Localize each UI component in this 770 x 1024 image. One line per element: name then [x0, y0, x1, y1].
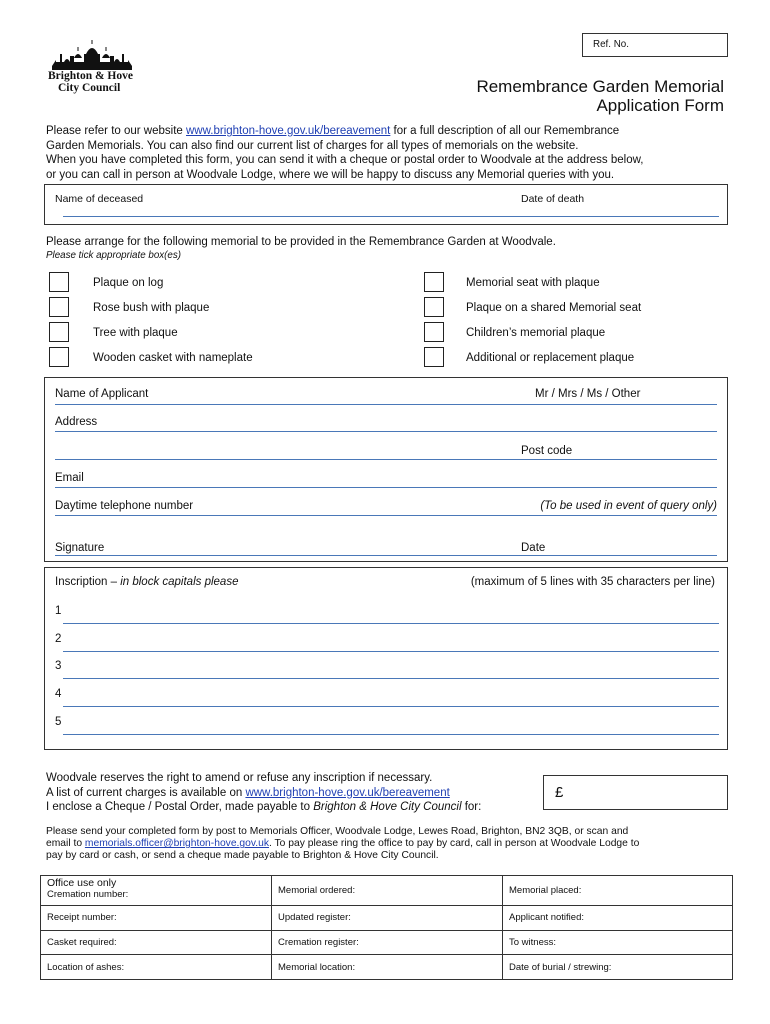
- cremation-register-label: Cremation register:: [272, 930, 503, 955]
- option-memorial-seat: Memorial seat with plaque: [466, 277, 600, 289]
- ref-label: Ref. No.: [593, 39, 629, 50]
- inscription-line-3[interactable]: [63, 678, 719, 679]
- checkbox-childrens-plaque[interactable]: [424, 322, 444, 342]
- form-title-line2: Application Form: [596, 96, 724, 115]
- location-of-ashes-label: Location of ashes:: [41, 955, 272, 980]
- tick-note: Please tick appropriate box(es): [46, 250, 182, 261]
- phone-field[interactable]: [55, 515, 717, 516]
- intro-line3: When you have completed this form, you can send it with a cheque or postal order to Woodvale at the address below,: [46, 154, 644, 166]
- receipt-number-label: Receipt number:: [41, 906, 272, 931]
- applicant-name-label: Name of Applicant: [55, 388, 149, 400]
- send-line2-rest: . To pay please ring the office to pay by card, call in person at Woodvale Lodge to: [268, 838, 640, 850]
- updated-register-label: Updated register:: [272, 906, 503, 931]
- checkbox-tree[interactable]: [49, 322, 69, 342]
- payment-text: [46, 771, 481, 815]
- cremation-number-label: Cremation number:: [47, 889, 129, 900]
- email-link[interactable]: memorials.officer@brighton-hove.gov.uk: [84, 838, 269, 850]
- charges-line-text: A list of current charges is available on: [46, 786, 246, 799]
- inscription-line-1[interactable]: [63, 623, 719, 624]
- option-childrens-plaque: Children’s memorial plaque: [466, 327, 606, 339]
- office-cell: [41, 876, 272, 906]
- checkbox-plaque-on-log[interactable]: [49, 272, 69, 292]
- address-field-line1[interactable]: [55, 431, 717, 432]
- inscription-label-text: Inscription –: [55, 576, 121, 588]
- intro-text: [46, 124, 736, 182]
- checkbox-memorial-seat[interactable]: [424, 272, 444, 292]
- signature-field[interactable]: [55, 555, 717, 556]
- council-logo: [46, 40, 138, 96]
- charges-link[interactable]: www.brighton-hove.gov.uk/bereavement: [245, 786, 450, 799]
- intro-line1-rest: for a full description of all our Remembrance: [390, 125, 620, 137]
- applicant-name-field[interactable]: [55, 404, 717, 405]
- intro-line1: [46, 124, 736, 139]
- date-of-death-label: Date of death: [521, 193, 585, 205]
- option-plaque-on-log: Plaque on log: [93, 277, 164, 289]
- office-use-heading: Office use only: [47, 877, 117, 889]
- email-field[interactable]: [55, 487, 717, 488]
- memorial-placed-label: Memorial placed:: [503, 876, 733, 906]
- cheque-line-text: I enclose a Cheque / Postal Order, made payable to: [46, 801, 314, 813]
- send-line1: Please send your completed form by post to Memorials Officer, Woodvale Lodge, Lewes Road, Brighton, BN2 3QB, or scan and: [46, 826, 629, 837]
- intro-line2: Garden Memorials. You can also find our current list of charges for all types of memorials on the website.: [46, 139, 579, 152]
- form-title-line1: Remembrance Garden Memorial: [476, 77, 724, 96]
- pound-sign: £: [555, 784, 564, 801]
- send-line3: pay by card or cash, or send a cheque made payable to Brighton & Hove City Council.: [46, 850, 439, 862]
- inscription-line-number: 5: [55, 716, 62, 728]
- inscription-line-number: 3: [55, 660, 62, 672]
- option-rose-bush: Rose bush with plaque: [93, 302, 210, 314]
- deceased-name-field[interactable]: [63, 216, 719, 217]
- intro-line4: or you can call in person at Woodvale Lodge, where we will be happy to discuss any Memorial queries with you.: [46, 168, 615, 181]
- checkbox-rose-bush[interactable]: [49, 297, 69, 317]
- cheque-line-suffix: for:: [461, 801, 482, 813]
- phone-note: (To be used in event of query only): [540, 500, 717, 512]
- email-label: Email: [55, 472, 84, 484]
- checkbox-replacement-plaque[interactable]: [424, 347, 444, 367]
- deceased-name-label: Name of deceased: [55, 193, 144, 205]
- inscription-section: [44, 567, 728, 750]
- send-instructions: [46, 826, 639, 863]
- date-of-burial-label: Date of burial / strewing:: [503, 955, 733, 980]
- title-options: Mr / Mrs / Ms / Other: [535, 388, 641, 400]
- payment-amount-field[interactable]: [543, 775, 728, 810]
- to-witness-label: To witness:: [503, 930, 733, 955]
- inscription-line-number: 2: [55, 633, 62, 645]
- send-line2-text: email to: [46, 838, 85, 850]
- applicant-notified-label: Applicant notified:: [503, 906, 733, 931]
- applicant-section: [44, 377, 728, 562]
- option-replacement-plaque: Additional or replacement plaque: [466, 352, 635, 364]
- inscription-line-2[interactable]: [63, 651, 719, 652]
- checkbox-wooden-casket[interactable]: [49, 347, 69, 367]
- address-field-line2[interactable]: [55, 459, 717, 460]
- send-line2: [46, 838, 639, 850]
- memorial-instruction: Please arrange for the following memorial to be provided in the Remembrance Garden at Woodvale.: [46, 236, 556, 248]
- ref-number-box[interactable]: [582, 33, 728, 57]
- intro-line1-text: Please refer to our website: [46, 125, 186, 137]
- inscription-label: [55, 576, 238, 588]
- option-wooden-casket: Wooden casket with nameplate: [93, 352, 253, 364]
- cheque-line: [46, 800, 481, 815]
- inscription-line-5[interactable]: [63, 734, 719, 735]
- pavilion-crest-icon: [46, 40, 138, 74]
- option-tree: Tree with plaque: [93, 327, 178, 339]
- memorial-ordered-label: Memorial ordered:: [272, 876, 503, 906]
- deceased-section: [44, 184, 728, 225]
- office-use-table: [40, 875, 733, 980]
- casket-required-label: Casket required:: [41, 930, 272, 955]
- address-label: Address: [55, 416, 98, 428]
- checkbox-shared-seat[interactable]: [424, 297, 444, 317]
- inscription-limit-note: (maximum of 5 lines with 35 characters per line): [470, 576, 715, 588]
- memorial-location-label: Memorial location:: [272, 955, 503, 980]
- inscription-line-4[interactable]: [63, 706, 719, 707]
- charges-line: [46, 786, 481, 801]
- postcode-label: Post code: [521, 445, 573, 457]
- signature-date-label: Date: [521, 542, 546, 554]
- payee-name: Brighton & Hove City Council: [313, 801, 462, 813]
- inscription-line-number: 4: [55, 688, 62, 700]
- website-link[interactable]: www.brighton-hove.gov.uk/bereavement: [186, 125, 391, 137]
- signature-label: Signature: [55, 542, 105, 554]
- inscription-label-italic: in block capitals please: [120, 576, 239, 588]
- phone-label: Daytime telephone number: [55, 500, 194, 512]
- inscription-line-number: 1: [55, 605, 62, 617]
- council-name-line2: City Council: [58, 82, 121, 94]
- amend-notice: Woodvale reserves the right to amend or refuse any inscription if necessary.: [46, 772, 433, 784]
- option-shared-seat: Plaque on a shared Memorial seat: [466, 302, 642, 314]
- council-name-line1: Brighton & Hove: [48, 70, 133, 82]
